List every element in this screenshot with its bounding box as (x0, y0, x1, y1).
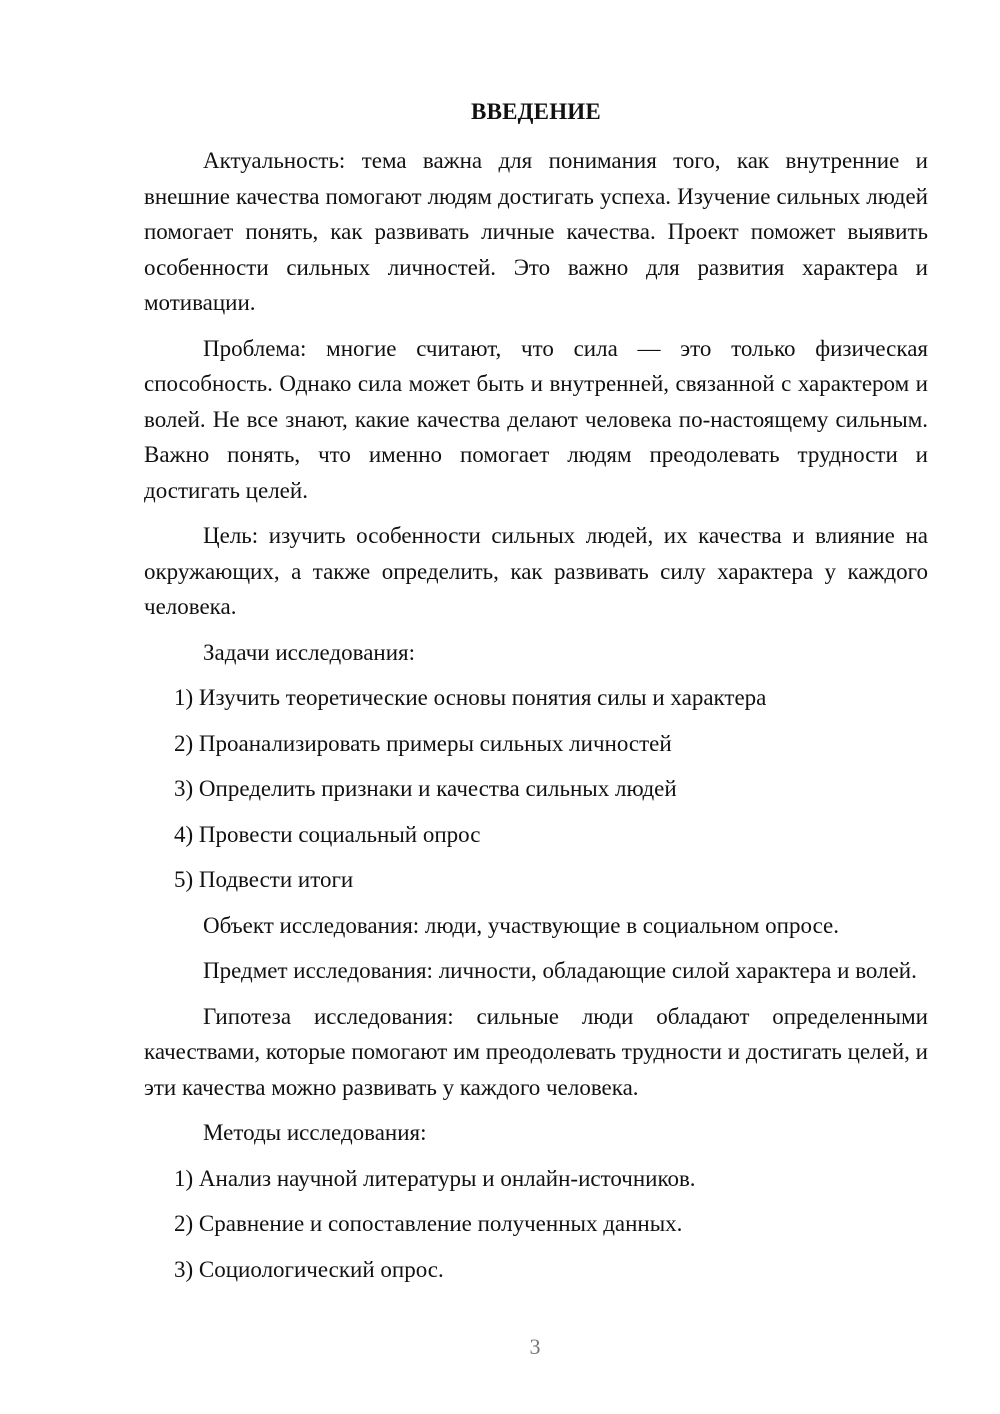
task-item: 4) Провести социальный опрос (174, 821, 481, 847)
tasks-list (144, 680, 928, 898)
hypothesis-paragraph: Гипотеза исследования: сильные люди обладают определенными качествами, которые помогают им преодолевать трудности и достигать целей, и эти качества можно развивать у каждого человека. (144, 1003, 928, 1100)
method-item: 2) Сравнение и сопоставление полученных данных. (174, 1211, 683, 1236)
tasks-title: Задачи исследования: (203, 639, 416, 665)
task-item: 2) Проанализировать примеры сильных личностей (174, 730, 672, 756)
page-content (144, 95, 928, 1297)
task-item: 1) Изучить теоретические основы понятия силы и характера (174, 685, 767, 710)
methods-title: Методы исследования: (203, 1120, 427, 1145)
problem-paragraph: Проблема: многие считают, что сила — это только физическая способность. Однако сила может быть и внутренней, связанной с характером и волей. Не все знают, какие качества делают человека по-настоящему сильным. Важно понять, что именно помогает людям преодолевать трудности и достигать целей. (144, 335, 928, 503)
method-item: 1) Анализ научной литературы и онлайн-источников. (174, 1165, 696, 1191)
goal-paragraph: Цель: изучить особенности сильных людей, их качества и влияние на окружающих, а также определить, как развивать силу характера у каждого человека. (144, 523, 928, 619)
section-heading: ВВЕДЕНИЕ (471, 99, 601, 124)
method-item: 3) Социологический опрос. (174, 1256, 444, 1282)
page-number: 3 (529, 1334, 541, 1359)
task-item: 3) Определить признаки и качества сильных людей (174, 776, 677, 801)
task-item: 5) Подвести итоги (174, 867, 354, 892)
object-paragraph: Объект исследования: люди, участвующие в социальном опросе. (203, 912, 840, 938)
subject-paragraph: Предмет исследования: личности, обладающие силой характера и волей. (203, 958, 917, 983)
methods-list (144, 1161, 928, 1288)
relevance-paragraph: Актуальность: тема важна для понимания того, как внутренние и внешние качества помогают людям достигать успеха. Изучение сильных людей помогает понять, как развивать личные качества. Проект поможет выявить особенности сильных личностей. Это важно для развития характера и мотивации. (144, 148, 928, 315)
